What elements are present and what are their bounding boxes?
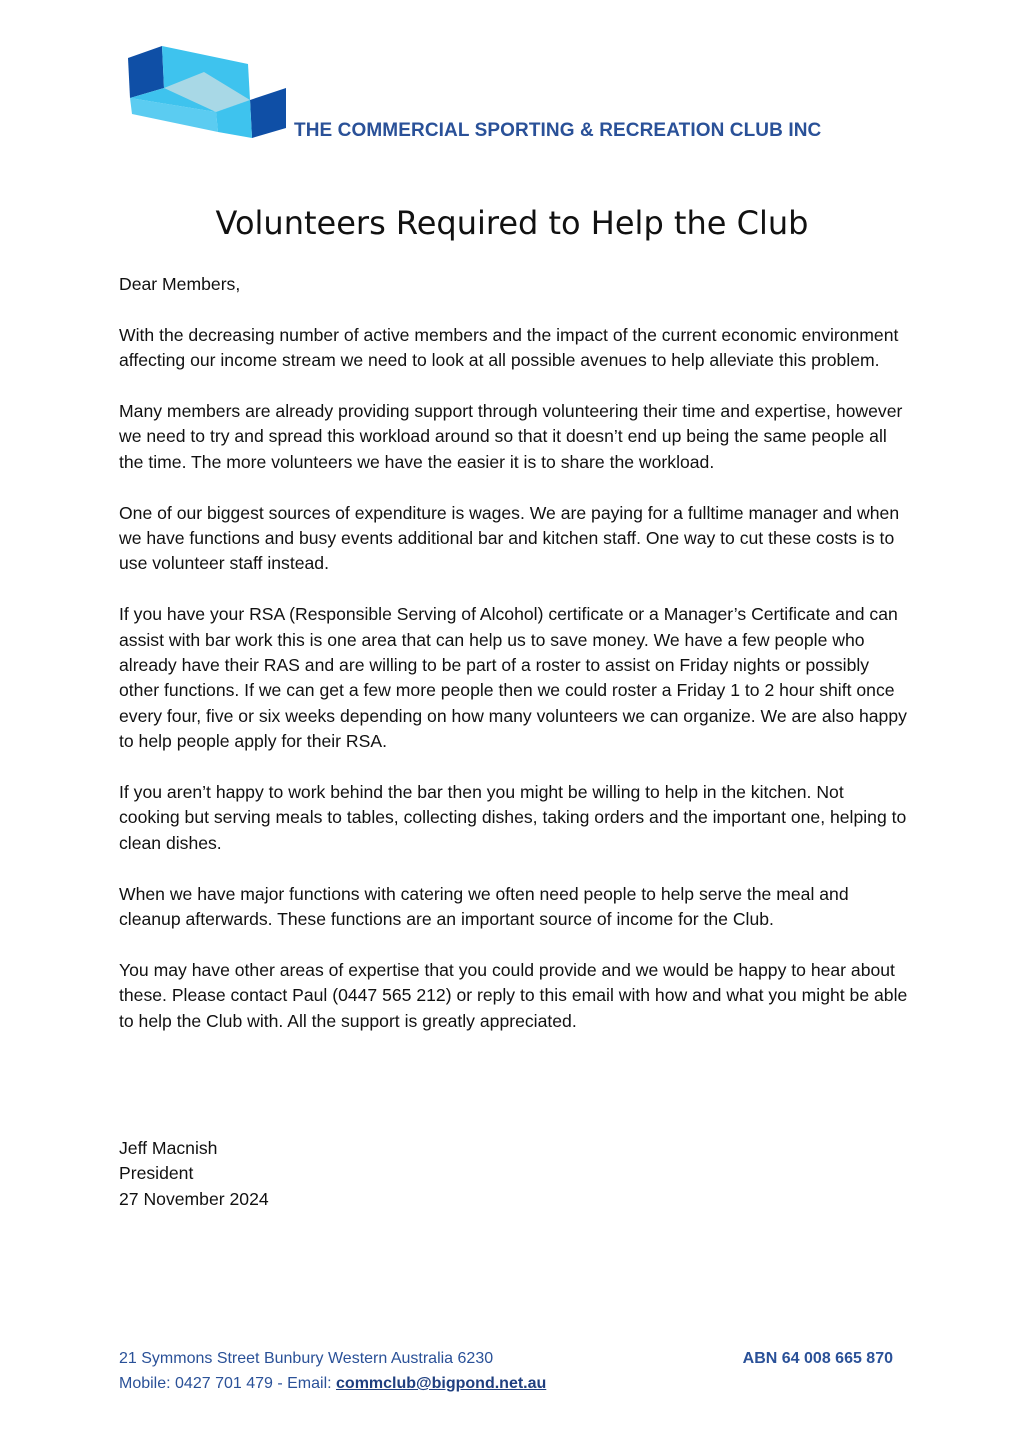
letter-paragraph: One of our biggest sources of expenditure is wages. We are paying for a fulltime manager and when we have functions and busy events additional bar and kitchen staff. One way to cut these costs is to use volunteer staff instead. [119, 502, 900, 574]
signature-block [119, 1136, 269, 1212]
email-link[interactable]: commclub@bigpond.net.au [336, 1375, 547, 1392]
letter-date: 27 November 2024 [119, 1188, 269, 1209]
signatory-name: Jeff Macnish [119, 1138, 218, 1158]
letter-paragraph: You may have other areas of expertise that you could provide and we would be happy to hear about these. Please contact Paul (0447 565 212) or reply to this email with how and what you might be able to help the Club with. All the support is greatly appreciated. [119, 959, 908, 1031]
letter-paragraph: If you aren’t happy to work behind the bar then you might be willing to help in the kitchen. Not cooking but serving meals to tables, collecting dishes, taking orders and the important one, helping to clean dishes. [119, 782, 907, 853]
letter-body [119, 272, 909, 1059]
footer-address: 21 Symmons Street Bunbury Western Australia 6230 [119, 1350, 494, 1367]
letter-paragraph: When we have major functions with catering we often need people to help serve the meal and cleanup afterwards. These functions are an important source of income for the Club. [119, 883, 849, 930]
footer-abn: ABN 64 008 665 870 [742, 1350, 893, 1367]
footer-mobile: Mobile: 0427 701 479 - Email: [119, 1375, 337, 1392]
footer-contact [119, 1346, 546, 1396]
page-title: Volunteers Required to Help the Club [215, 204, 809, 242]
salutation: Dear Members, [119, 274, 241, 294]
club-logo-icon [124, 42, 290, 140]
letter-paragraph: With the decreasing number of active members and the impact of the current economic environment affecting our income stream we need to look at all possible avenues to help alleviate this problem. [119, 324, 899, 371]
logo-right-block [250, 88, 286, 138]
footer-contact-line [119, 1371, 546, 1396]
signatory-role: President [119, 1163, 194, 1184]
letter-paragraph: If you have your RSA (Responsible Serving of Alcohol) certificate or a Manager’s Certificate and can assist with bar work this is one area that can help us to save money. We have a few people who already have their RAS and are willing to be part of a roster to assist on Friday nights or possibly other functions. If we can get a few more people then we could roster a Friday 1 to 2 hour shift once every four, five or six weeks depending on how many volunteers we can organize. We are also happy to help people apply for their RSA. [119, 604, 907, 752]
letter-paragraph: Many members are already providing support through volunteering their time and expertise, however we need to try and spread this workload around so that it doesn’t end up being the same people all the time. The more volunteers we have the easier it is to share the workload. [119, 401, 903, 472]
organization-name: THE COMMERCIAL SPORTING & RECREATION CLUB INC [294, 120, 822, 141]
